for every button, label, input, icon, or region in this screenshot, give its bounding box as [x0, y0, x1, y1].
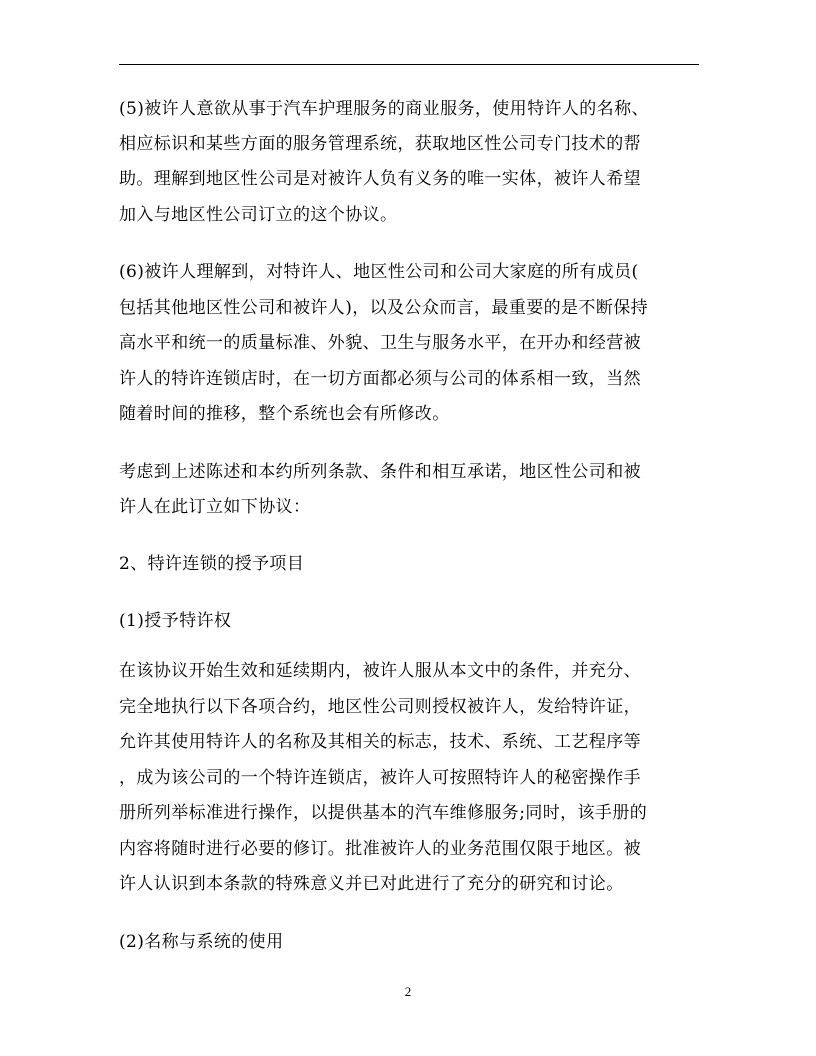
paragraph-5-line-1: (5)被许人意欲从事于汽车护理服务的商业服务，使用特许人的名称、 [119, 99, 649, 119]
paragraph-6-line-4: 许人的特许连锁店时，在一切方面都必须与公司的体系相一致，当然 [119, 369, 641, 389]
preamble-line-1: 考虑到上述陈述和本约所列条款、条件和相互承诺，地区性公司和被 [119, 462, 641, 482]
paragraph-6-line-5: 随着时间的推移，整个系统也会有所修改。 [119, 404, 450, 424]
paragraph-5-line-3: 助。理解到地区性公司是对被许人负有义务的唯一实体，被许人希望 [119, 169, 641, 189]
subsection-2-heading: (2)名称与系统的使用 [119, 932, 284, 952]
paragraph-5-line-4: 加入与地区性公司订立的这个协议。 [119, 205, 398, 225]
grant-line-1: 在该协议开始生效和延续期内，被许人服从本文中的条件，并充分、 [119, 661, 641, 681]
grant-line-5: 册所列举标准进行操作，以提供基本的汽车维修服务;同时，该手册的 [119, 803, 648, 823]
header-rule [119, 64, 699, 65]
grant-line-7: 许人认识到本条款的特殊意义并已对此进行了充分的研究和讨论。 [119, 874, 624, 894]
paragraph-5-line-2: 相应标识和某些方面的服务管理系统，获取地区性公司专门技术的帮 [119, 134, 641, 154]
page-number: 2 [404, 984, 412, 999]
paragraph-6-line-3: 高水平和统一的质量标准、外貌、卫生与服务水平，在开办和经营被 [119, 333, 641, 353]
grant-line-6: 内容将随时进行必要的修订。批准被许人的业务范围仅限于地区。被 [119, 839, 641, 859]
grant-line-4: ，成为该公司的一个特许连锁店，被许人可按照特许人的秘密操作手 [119, 768, 641, 788]
paragraph-6-line-1: (6)被许人理解到，对特许人、地区性公司和公司大家庭的所有成员( [119, 262, 639, 282]
paragraph-6-line-2: 包括其他地区性公司和被许人)，以及公众而言，最重要的是不断保持 [119, 298, 649, 318]
grant-line-3: 允许其使用特许人的名称及其相关的标志，技术、系统、工艺程序等 [119, 732, 641, 752]
section-heading: 2、特许连锁的授予项目 [119, 554, 305, 574]
grant-line-2: 完全地执行以下各项合约，地区性公司则授权被许人，发给特许证， [119, 697, 641, 717]
preamble-line-2: 许人在此订立如下协议： [119, 497, 311, 517]
subsection-1-heading: (1)授予特许权 [119, 611, 232, 631]
